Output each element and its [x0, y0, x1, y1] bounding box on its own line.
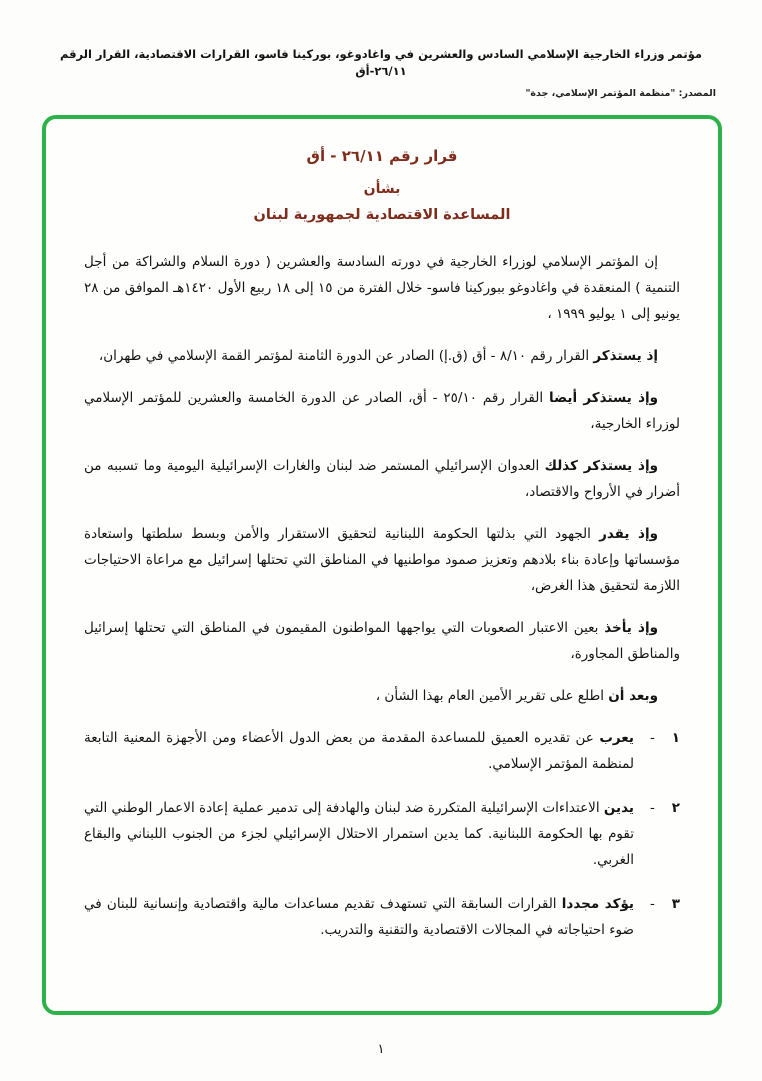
item-number-value: ١ [671, 729, 680, 746]
paragraph-lead: وإذ يستذكر أيضا [549, 389, 659, 406]
header-citation: مؤتمر وزراء الخارجية الإسلامي السادس والعشرين في واغادوغو، بوركينا فاسو، القرارات الاقتصادية، القرار الرقم ٢٦/١١-أق [59, 47, 703, 79]
preamble-paragraph [84, 683, 680, 709]
operative-items [84, 725, 680, 943]
preamble-paragraph [84, 343, 680, 369]
preamble-paragraph [84, 385, 680, 437]
title-block [84, 147, 680, 223]
header-source: المصدر: "منظمة المؤتمر الإسلامي، جدة" [525, 87, 716, 99]
item-number-value: ٢ [671, 799, 680, 816]
resolution-regarding-label: بشأن [363, 180, 401, 197]
item-dash: - [650, 729, 655, 746]
item-text [84, 891, 634, 943]
paragraph-lead: إذ يستذكر [593, 347, 658, 364]
paragraph-text: القرار رقم ٨/١٠ - أق (ق.إ) الصادر عن الدورة الثامنة لمؤتمر القمة الإسلامي في طهران، [98, 347, 594, 364]
paragraph-text: إن المؤتمر الإسلامي لوزراء الخارجية في دورته السادسة والعشرين ( دورة السلام والشراكة من أجل التنمية ) المنعقدة في واغادوغو ببوركينا فاسو- خلال الفترة من ١٥ إلى ١٨ ربيع الأول ١٤٢٠هـ الموافق من ٢٨ يونيو إلى ١ يوليو ١٩٩٩ ، [84, 253, 681, 322]
resolution-subject-title: المساعدة الاقتصادية لجمهورية لبنان [253, 206, 511, 223]
preamble-paragraph [84, 453, 680, 505]
item-lead: يعرب [599, 729, 634, 746]
preamble-paragraph [84, 615, 680, 667]
item-lead: يؤكد مجددا [561, 895, 634, 912]
list-item [84, 891, 680, 943]
preamble-paragraph [84, 521, 680, 599]
paragraph-text: الجهود التي بذلتها الحكومة اللبنانية لتحقيق الاستقرار والأمن وبسط سلطتها واستعادة مؤسساتها وإعادة بناء بلادهم وتعزيز صمود مواطنيها في المناطق التي تحتلها إسرائيل مع مراعاة الاحتياجات اللازمة لتحقيق هذا الغرض، [84, 525, 680, 594]
page-number: ١ [377, 1042, 385, 1057]
paragraph-lead: وإذ يقدر [599, 525, 658, 542]
preamble-paragraph [84, 249, 680, 327]
list-item [84, 795, 680, 873]
resolution-body [84, 249, 680, 943]
paragraph-lead: وبعد أن [608, 687, 658, 704]
item-lead: يدين [603, 799, 634, 816]
paragraph-lead: وإذ يأخذ [604, 619, 658, 636]
paragraph-text: العدوان الإسرائيلي المستمر ضد لبنان والغارات الإسرائيلية اليومية وما تسببه من أضرار في الأرواح والاقتصاد، [84, 457, 680, 500]
item-dash: - [650, 799, 655, 816]
list-item [84, 725, 680, 777]
paragraph-text: بعين الاعتبار الصعوبات التي يواجهها المواطنون المقيمون في المناطق التي تحتلها إسرائيل والمناطق المجاورة، [84, 619, 680, 662]
item-dash: - [650, 895, 655, 912]
item-number [650, 891, 680, 943]
item-body: عن تقديره العميق للمساعدة المقدمة من بعض الدول الأعضاء ومن الأجهزة المعنية التابعة لمنظمة المؤتمر الإسلامي. [84, 729, 634, 772]
item-text [84, 795, 634, 873]
item-text [84, 725, 634, 777]
paragraph-text: اطلع على تقرير الأمين العام بهذا الشأن ، [375, 687, 609, 704]
item-number-value: ٣ [671, 895, 680, 912]
item-number [650, 725, 680, 777]
paragraph-lead: وإذ يستذكر كذلك [544, 457, 658, 474]
item-body: الاعتداءات الإسرائيلية المتكررة ضد لبنان والهادفة إلى تدمير عملية إعادة الاعمار الوطني التي تقوم بها الحكومة اللبنانية. كما يدين استمرار الاحتلال الإسرائيلي لجزء من الجنوب اللبناني والبقاع الغربي. [84, 799, 634, 868]
item-body: القرارات السابقة التي تستهدف تقديم مساعدات مالية واقتصادية وإنسانية للبنان في ضوء احتياجاته في المجالات الاقتصادية والتقنية والتدريب. [84, 895, 634, 938]
document-header [0, 0, 762, 99]
resolution-number-title: قرار رقم ٢٦/١١ - أق [306, 146, 458, 165]
resolution-frame [42, 115, 722, 1015]
paragraph-text: القرار رقم ٢٥/١٠ - أق، الصادر عن الدورة الخامسة والعشرين للمؤتمر الإسلامي لوزراء الخارجية، [84, 389, 680, 432]
item-number [650, 795, 680, 873]
